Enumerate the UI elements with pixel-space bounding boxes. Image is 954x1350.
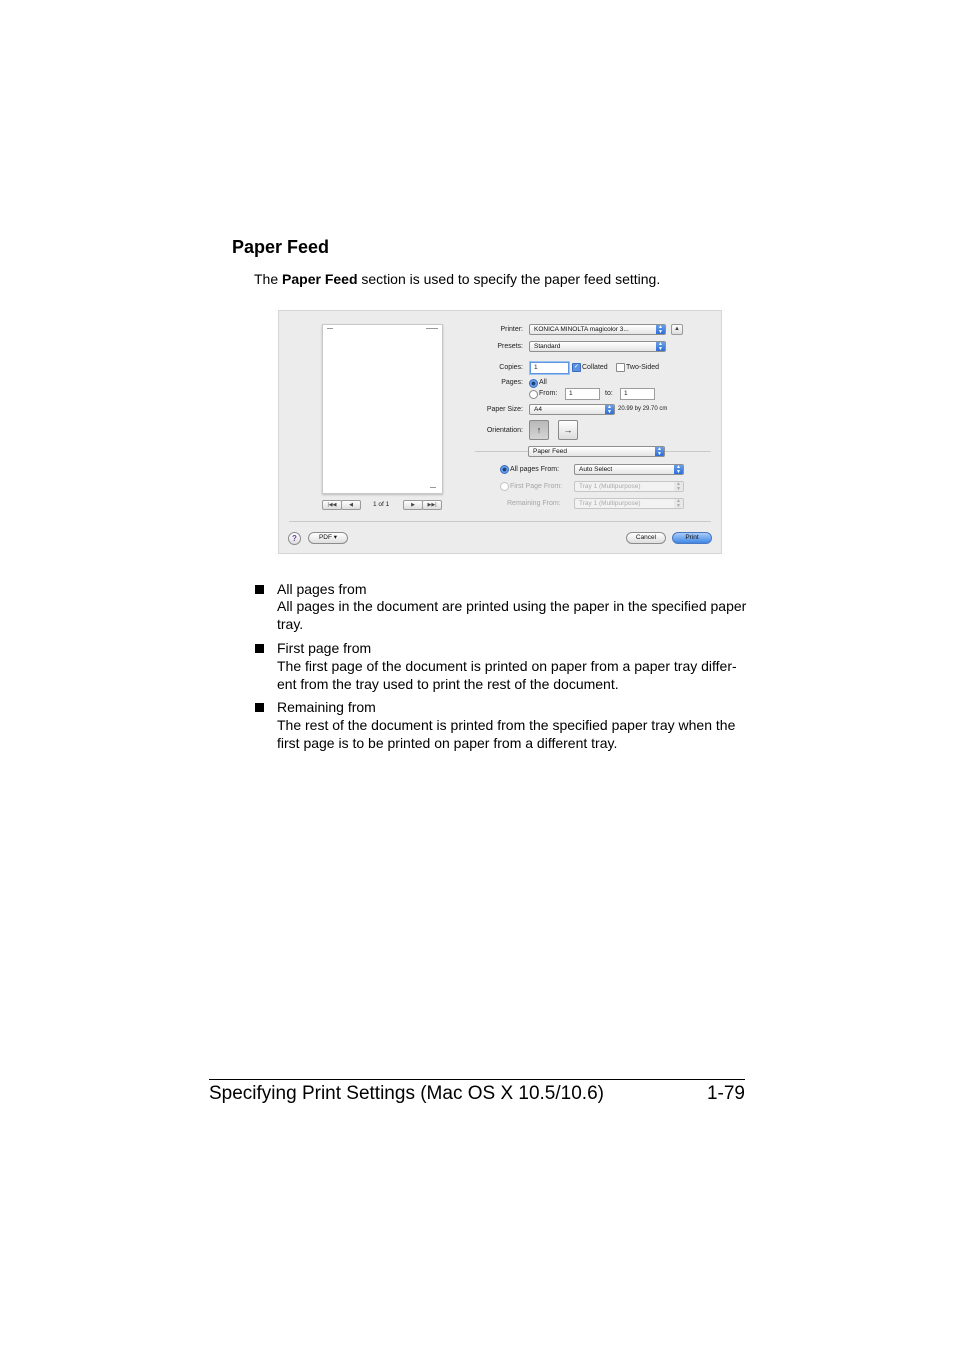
two-sided-checkbox[interactable]	[616, 363, 625, 372]
cancel-button[interactable]: Cancel	[626, 532, 666, 544]
updown-arrows-icon: ▲ ▼	[655, 447, 664, 456]
first-page-button[interactable]: |◀◀	[322, 500, 342, 510]
intro-paragraph	[254, 271, 660, 287]
copies-input[interactable]: 1	[530, 362, 569, 374]
first-page-from-value: Tray 1 (Multipurpose)	[579, 483, 641, 490]
page-preview	[322, 324, 443, 494]
updown-arrows-icon: ▲ ▼	[674, 499, 683, 508]
next-page-button[interactable]: ▶	[403, 500, 423, 510]
footer-rule	[209, 1079, 745, 1080]
section-title: Paper Feed	[232, 237, 330, 257]
collated-label: Collated	[582, 364, 608, 371]
remaining-from-label: Remaining From:	[507, 500, 561, 507]
pages-from-label: From:	[539, 390, 558, 397]
remaining-from-value: Tray 1 (Multipurpose)	[579, 500, 641, 507]
pdf-menu-button[interactable]: PDF ▾	[308, 532, 348, 544]
print-dialog-screenshot	[278, 310, 722, 554]
intro-bold-term: Paper Feed	[282, 271, 358, 287]
paper-size-dimensions: 20.99 by 29.70 cm	[618, 406, 668, 412]
landscape-person-icon: →	[563, 425, 573, 435]
triangle-up-icon: ▲	[674, 326, 680, 332]
pages-to-input[interactable]: 1	[620, 388, 655, 400]
copies-label: Copies:	[499, 364, 523, 371]
checkmark-icon: ✓	[573, 364, 580, 370]
paper-size-select-value: A4	[534, 406, 542, 413]
section-select[interactable]	[528, 446, 665, 457]
print-button[interactable]: Print	[672, 532, 712, 544]
paper-size-label: Paper Size:	[486, 406, 523, 413]
help-icon[interactable]: ?	[288, 532, 301, 545]
section-select-value: Paper Feed	[533, 448, 567, 455]
all-pages-from-value: Auto Select	[579, 466, 613, 473]
all-pages-from-select[interactable]	[574, 464, 684, 475]
orientation-label: Orientation:	[486, 427, 523, 434]
prev-page-button[interactable]: ◀	[341, 500, 361, 510]
collated-checkbox[interactable]	[572, 363, 581, 372]
remaining-from-select[interactable]	[574, 498, 684, 509]
bullet-title-all-pages-from: All pages from	[277, 581, 367, 597]
pages-all-radio[interactable]	[529, 379, 538, 388]
preview-footer	[430, 487, 436, 488]
bullet-desc-remaining-from: The rest of the document is printed from the specified paper tray when the first page is to be printed on paper from a different tray.	[277, 717, 736, 751]
updown-arrows-icon: ▲ ▼	[674, 482, 683, 491]
bullet-title-first-page-from: First page from	[277, 640, 372, 656]
intro-prefix: The	[254, 271, 283, 287]
two-sided-label: Two-Sided	[626, 364, 660, 371]
preview-header-right	[426, 328, 438, 329]
updown-arrows-icon: ▲ ▼	[605, 405, 614, 414]
bullet-title-remaining-from: Remaining from	[277, 699, 376, 715]
last-page-button[interactable]: ▶▶|	[422, 500, 442, 510]
footer-divider	[289, 521, 711, 522]
pages-from-input[interactable]: 1	[565, 388, 600, 400]
bullet-square-icon	[255, 585, 264, 594]
first-page-from-label: First Page From:	[510, 483, 563, 490]
printer-select[interactable]	[529, 324, 666, 335]
presets-label: Presets:	[497, 343, 523, 350]
pages-label: Pages:	[501, 379, 523, 386]
bullet-square-icon	[255, 644, 264, 653]
printer-label: Printer:	[500, 326, 523, 333]
footer-chapter-title: Specifying Print Settings (Mac OS X 10.5/10.6)	[209, 1083, 604, 1104]
printer-select-value: KONICA MINOLTA magicolor 3...	[534, 326, 629, 333]
bullet-square-icon	[255, 703, 264, 712]
page-counter: 1 of 1	[373, 501, 390, 508]
pages-from-radio[interactable]	[529, 390, 538, 399]
pages-all-label: All	[539, 379, 547, 386]
portrait-person-icon: ↑	[536, 425, 542, 435]
bullet-desc-all-pages-from: All pages in the document are printed using the paper in the specified paper tray.	[277, 598, 747, 632]
disclosure-toggle-button[interactable]	[671, 324, 683, 335]
presets-select[interactable]	[529, 341, 666, 352]
all-pages-from-radio[interactable]	[500, 465, 509, 474]
pages-to-label: to:	[605, 390, 613, 397]
bullet-desc-first-page-from: The first page of the document is printed on paper from a paper tray differ-ent from the tray used to print the rest of the document.	[277, 658, 737, 692]
portrait-orientation-button[interactable]	[529, 420, 549, 440]
updown-arrows-icon: ▲ ▼	[656, 325, 665, 334]
paper-size-select[interactable]	[529, 404, 615, 415]
landscape-orientation-button[interactable]	[558, 420, 578, 440]
updown-arrows-icon: ▲ ▼	[674, 465, 683, 474]
intro-suffix: section is used to specify the paper feed setting.	[357, 271, 661, 287]
all-pages-from-label: All pages From:	[510, 466, 560, 473]
presets-select-value: Standard	[534, 343, 561, 350]
preview-header-left	[327, 328, 333, 329]
first-page-from-radio[interactable]	[500, 482, 509, 491]
updown-arrows-icon: ▲ ▼	[656, 342, 665, 351]
first-page-from-select[interactable]	[574, 481, 684, 492]
footer-page-number: 1-79	[706, 1083, 745, 1104]
